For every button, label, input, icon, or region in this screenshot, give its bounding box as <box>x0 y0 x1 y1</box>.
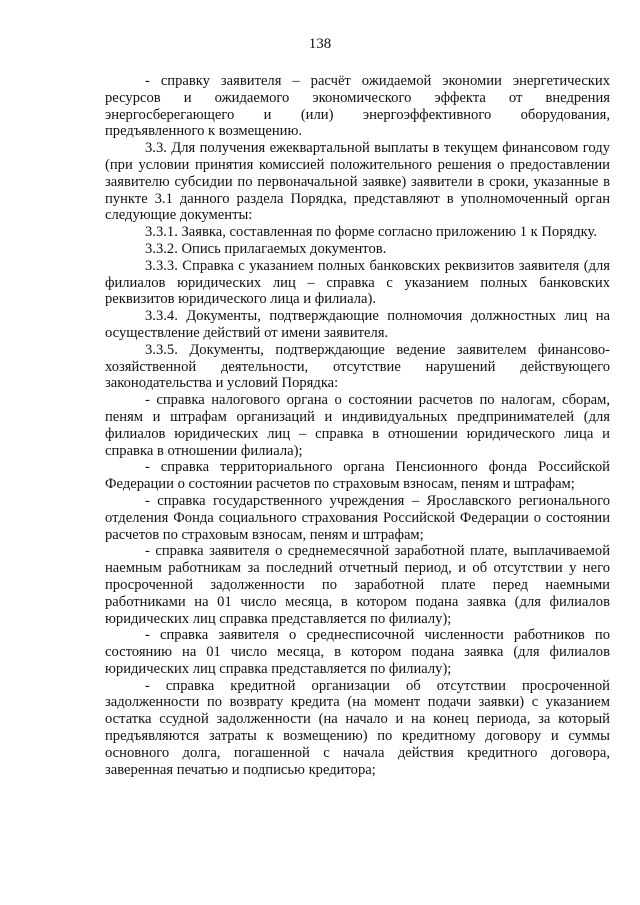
paragraph-3-3-3: 3.3.3. Справка с указанием полных банковских реквизитов заявителя (для филиалов юридических лиц – справка с указанием полных банковских реквизитов юридического лица и филиала). <box>105 257 610 308</box>
paragraph-energy-savings-certificate: - справку заявителя – расчёт ожидаемой экономии энергетических ресурсов и ожидаемого экономического эффекта от внедрения энергосберегающего и (или) энергоэффективного оборудования, предъявленного к возмещению. <box>105 73 610 140</box>
paragraph-3-3-1: 3.3.1. Заявка, составленная по форме согласно приложению 1 к Порядку. <box>145 224 598 241</box>
list-item-social-insurance-certificate: - справка государственного учреждения – Ярославского регионального отделения Фонда социального страхования Российской Федерации о состоянии расчетов по страховым взносам, пеням и штрафам; <box>105 492 610 543</box>
document-body <box>105 73 610 778</box>
list-item-salary-certificate: - справка заявителя о среднемесячной заработной плате, выплачиваемой наемным работникам за последний отчетный период, и об отсутствии у него просроченной задолженности по заработной плате перед наемными работниками на 01 число месяца, в котором подана заявка (для филиалов юридических лиц справка представляется по филиалу); <box>105 543 610 627</box>
list-item-tax-certificate: - справка налогового органа о состоянии расчетов по налогам, сборам, пеням и штрафам организаций и индивидуальных предпринимателей (для филиалов юридических лиц – справка в отношении юридического лица и справка в отношении филиала); <box>105 392 610 459</box>
page-number: 138 <box>308 36 332 52</box>
paragraph-3-3-2: 3.3.2. Опись прилагаемых документов. <box>145 240 387 257</box>
paragraph-3-3-4: 3.3.4. Документы, подтверждающие полномочия должностных лиц на осуществление действий от имени заявителя. <box>105 308 610 341</box>
paragraph-3-3: 3.3. Для получения ежеквартальной выплаты в текущем финансовом году (при условии принятия комиссией положительного решения о предоставлении заявителю субсидии по первоначальной заявке) заявители в сроки, указанные в пункте 3.1 данного раздела Порядка, представляют в уполномоченный орган следующие документы: <box>105 140 610 224</box>
paragraph-3-3-5: 3.3.5. Документы, подтверждающие ведение заявителем финансово-хозяйственной деятельности, отсутствие нарушений действующего законодательства и условий Порядка: <box>105 341 610 392</box>
list-item-credit-certificate: - справка кредитной организации об отсутствии просроченной задолженности по возврату кредита (на момент подачи заявки) с указанием остатка ссудной задолженности (на начало и на конец периода, за который предъявляются затраты к возмещению) по кредитному договору и суммы основного долга, погашенной с начала действия кредитного договора, заверенная печатью и подписью кредитора; <box>105 677 610 778</box>
list-item-pension-fund-certificate: - справка территориального органа Пенсионного фонда Российской Федерации о состоянии расчетов по страховым взносам, пеням и штрафам; <box>105 459 610 493</box>
list-item-headcount-certificate: - справка заявителя о среднесписочной численности работников по состоянию на 01 число месяца, в котором подана заявка (для филиалов юридических лиц справка представляется по филиалу); <box>105 627 610 677</box>
